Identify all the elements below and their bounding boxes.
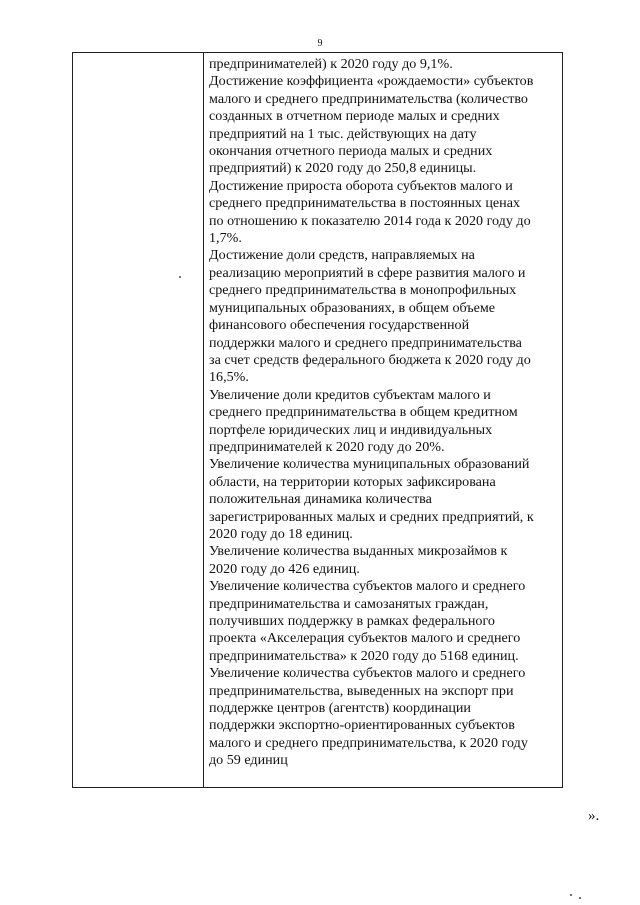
scan-speck [579,897,581,899]
indicators-text-block [209,56,561,770]
paragraph-continuation: предпринимателей) к 2020 году до 9,1%. [209,56,453,72]
paragraph-monotown-funds-share: Достижение доли средств, направляемых на реализацию мероприятий в сфере развития малого и среднего предпринимательства в монопрофильных муниципальных образованиях, в общем объеме финансового обеспечения государственной поддержки малого и среднего предпринимательства за счет средств федерального бюджета к 2020 году до 16,5%. [209,247,531,386]
paragraph-credit-share: Увеличение доли кредитов субъектам малого и среднего предпринимательства в общем кредитном портфеле юридических лиц и индивидуальных предпринимателей к 2020 году до 20%. [209,386,518,455]
scan-speck [179,276,181,278]
table-right-cell [204,53,562,787]
paragraph-turnover-growth: Достижение прироста оборота субъектов малого и среднего предпринимательства в постоянных ценах по отношению к показателю 2014 года к 2020 году до 1,7%. [209,177,531,247]
table-left-cell [73,53,204,787]
page-number: 9 [317,38,323,49]
paragraph-export-support: Увеличение количества субъектов малого и среднего предпринимательства, выведенных на экспорт при поддержке центров (агентств) координации поддержки экспортно-ориентированных субъектов малого и среднего предпринимательства, к 2020 году до 59 единиц [209,665,528,769]
scan-speck [570,894,572,896]
closing-quote-mark: ». [588,808,600,824]
paragraph-municipalities-count: Увеличение количества муниципальных образований области, на территории которых зафиксирована положительная динамика количества зарегистрированных малых и средних предприятий, к 2020 году до 18 единиц. [209,456,534,542]
paragraph-acceleration-support: Увеличение количества субъектов малого и среднего предпринимательства и самозанятых граждан, получивших поддержку в рамках федерального проекта «Акселерация субъектов малого и среднего предпринимательства» к 2020 году до 5168 единиц. [209,578,526,664]
paragraph-microloans-count: Увеличение количества выданных микрозаймов к 2020 году до 426 единиц. [209,543,508,577]
paragraph-birth-rate-coefficient: Достижение коэффициента «рождаемости» субъектов малого и среднего предпринимательства (количество созданных в отчетном периоде малых и средних предприятий на 1 тыс. действующих на дату окончания отчетного периода малых и средних предприятий) к 2020 году до 250,8 единицы. [209,73,534,177]
document-table [72,52,563,788]
